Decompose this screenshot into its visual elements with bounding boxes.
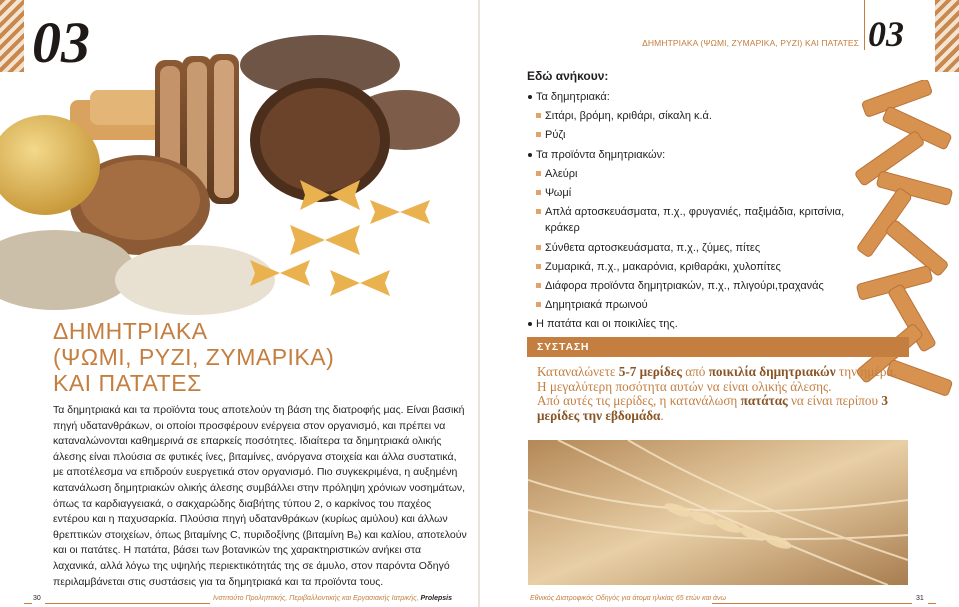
title-line: ΔΗΜΗΤΡΙΑΚΑ (53, 318, 208, 344)
page-number-right: 31 (916, 595, 924, 602)
list-subitem: Διάφορα προϊόντα δημητριακών, π.χ., πλιγούρι,τραχανάς (527, 278, 857, 294)
square-bullet-icon (536, 209, 541, 214)
square-bullet-icon (536, 245, 541, 250)
list-intro: Εδώ ανήκουν: (527, 69, 609, 83)
list-subitem: Σιτάρι, βρόμη, κριθάρι, σίκαλη κ.ά. (527, 108, 857, 124)
square-bullet-icon (536, 113, 541, 118)
list-subitem: Δημητριακά πρωινού (527, 297, 857, 313)
list-subitem: Ρύζι (527, 127, 857, 143)
recommendation-text (537, 365, 907, 423)
section-title (53, 318, 473, 396)
bread-pasta-photo (0, 30, 470, 320)
square-bullet-icon (536, 190, 541, 195)
header-divider (864, 0, 865, 50)
publisher-brand: Prolepsis (420, 595, 452, 602)
list-subitem: Απλά αρτοσκευάσματα, π.χ., φρυγανιές, παξιμάδια, κριτσίνια, κράκερ (527, 204, 857, 236)
recommendation-header (527, 337, 909, 357)
page-number-left: 30 (33, 595, 41, 602)
title-line: (ΨΩΜΙ, ΡΥΖΙ, ΖΥΜΑΡΙΚΑ) (53, 344, 335, 370)
square-bullet-icon (536, 302, 541, 307)
square-bullet-icon (536, 283, 541, 288)
footer-publisher: Ινστιτούτο Προληπτικής, Περιβαλλοντικής και Εργασιακής Ιατρικής, Prolepsis (213, 595, 452, 602)
footer-rule (928, 603, 936, 604)
chapter-number-right: 03 (868, 14, 904, 54)
list-subitem: Ψωμί (527, 185, 857, 201)
square-bullet-icon (536, 171, 541, 176)
running-head: ΔΗΜΗΤΡΙΑΚΑ (ΨΩΜΙ, ΖΥΜΑΡΙΚΑ, ΡΥΖΙ) ΚΑΙ ΠΑΤΑΤΕΣ (642, 38, 859, 48)
square-bullet-icon (536, 264, 541, 269)
body-paragraph: Τα δημητριακά και τα προϊόντα τους αποτελούν τη βάση της διατροφής μας. Είναι βασική πηγή υδατανθράκων, οι οποίοι προσφέρουν ενέργεια στον οργανισμό, και πρέπει να καταναλώνονται καθημερινά σε επαρκείς ποσότητες. Ιδιαίτερα τα δημητριακά ολικής άλεσης είναι πλούσια σε φυτικές ίνες, βιταμίνες, ανόργανα στοιχεία και άλλα συστατικά, με αποτέλεσμα να επιδρούν ευεργετικά στον οργανισμό. Πιο συγκεκριμένα, η αυξημένη κατανάλωση δημητριακών ολικής άλεσης συμβάλλει στην πρόληψη χρόνιων νοσημάτων, όπως τα καρδιαγγειακά, ο σακχαρώδης διαβήτης τύπου 2, ο καρκίνος του παχέος εντέρου και η παχυσαρκία. Πλούσια πηγή υδατανθράκων (κυρίως αμύλου) και άλλων θρεπτικών στοιχείων, όπως βιταμίνης C, πυριδοξίνης (βιταμίνη B₆) και καλίου, αποτελούν και οι πατάτες. Η πατάτα, βάσει των βοτανικών της χαρακτηριστικών ανήκει στα λαχανικά, αλλά λόγω της υψηλής περιεκτικότητάς της σε άμυλο, στον παρόντα Οδηγό περιλαμβάνεται στις συστάσεις για τα δημητριακά και τα προϊόντα τους. (53, 404, 467, 588)
wheat-photo (528, 440, 908, 585)
recommendation-label: ΣΥΣΤΑΣΗ (537, 341, 590, 353)
list-subitem: Ζυμαρικά, π.χ., μακαρόνια, κριθαράκι, χυλοπίτες (527, 259, 857, 275)
footer-rule (24, 603, 32, 604)
page-gutter (478, 0, 480, 607)
recommendation-line-3: Από αυτές τις μερίδες, η κατανάλωση πατάτας να είναι περίπου 3 μερίδες την εβδομάδα. (537, 393, 888, 423)
recommendation-line-1: Καταναλώνετε 5-7 μερίδες από ποικιλία δημητριακών την ημέρα. (537, 364, 897, 379)
corner-stripe-right (935, 0, 959, 72)
footer-rule (45, 603, 210, 604)
list-subitem: Αλεύρι (527, 166, 857, 182)
square-bullet-icon (536, 132, 541, 137)
list-item: Τα δημητριακά: (527, 89, 857, 105)
food-group-list (527, 86, 857, 336)
title-line: ΚΑΙ ΠΑΤΑΤΕΣ (53, 370, 202, 396)
list-item: Τα προϊόντα δημητριακών: (527, 147, 857, 163)
chapter-number-left: 03 (32, 10, 90, 75)
footer-rule (712, 603, 912, 604)
list-item: Η πατάτα και οι ποικιλίες της. (527, 316, 857, 332)
footer-title: Εθνικός Διατροφικός Οδηγός για άτομα ηλικίας 65 ετών και άνω (530, 595, 726, 602)
list-subitem: Σύνθετα αρτοσκευάσματα, π.χ., ζύμες, πίτες (527, 240, 857, 256)
recommendation-line-2: Η μεγαλύτερη ποσότητα αυτών να είναι ολικής άλεσης. (537, 378, 832, 394)
